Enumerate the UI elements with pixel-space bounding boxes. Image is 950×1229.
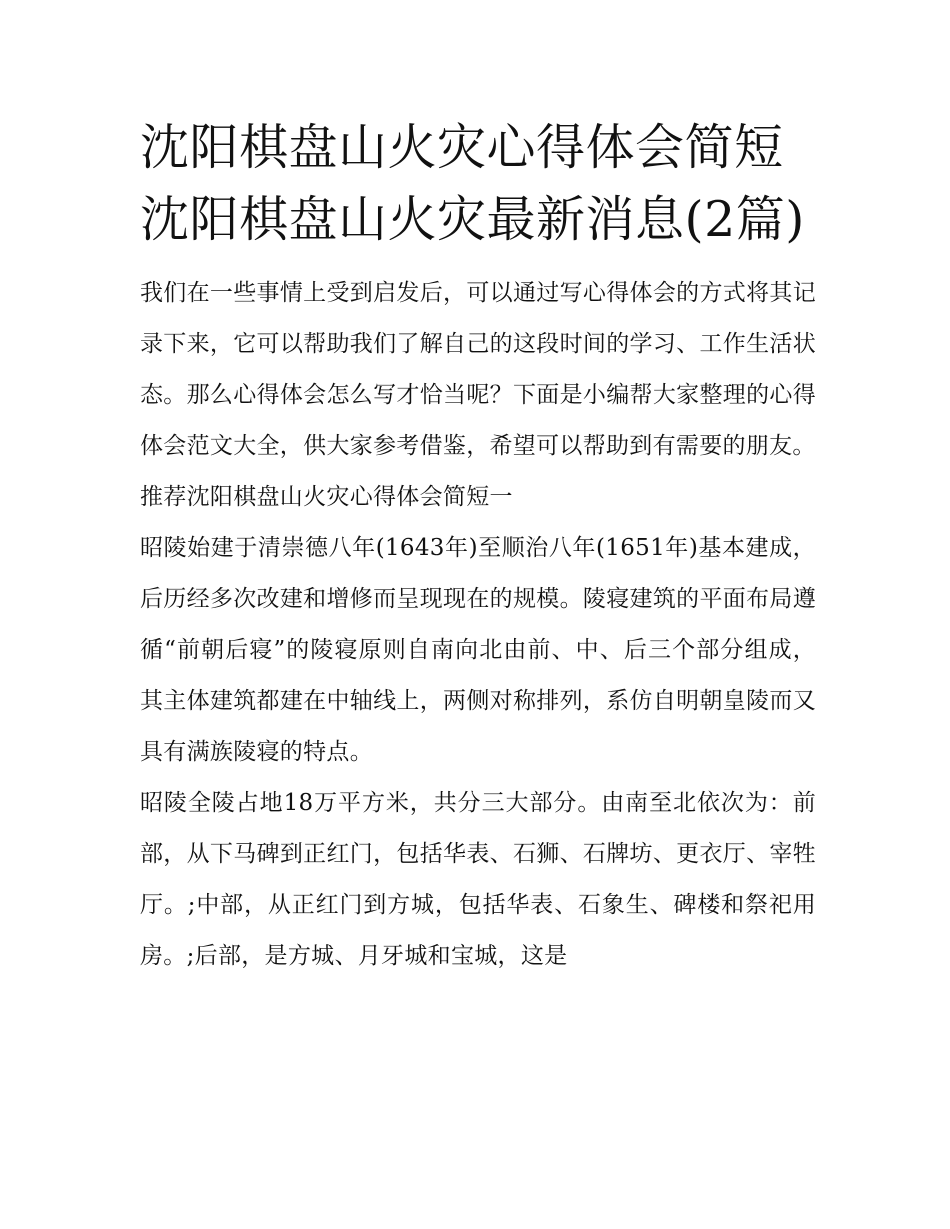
body-paragraph-history: 昭陵始建于清崇德八年(1643年)至顺治八年(1651年)基本建成，后历经多次改建和增修而呈现现在的规模。陵寝建筑的平面布局遵循“前朝后寝”的陵寝原则自南向北由前、中、后三个部分组成，其主体建筑都建在中轴线上，两侧对称排列，系仿自明朝皇陵而又具有满族陵寝的特点。 <box>140 535 816 765</box>
intro-paragraph: 我们在一些事情上受到启发后，可以通过写心得体会的方式将其记录下来，它可以帮助我们了解自己的这段时间的学习、工作生活状态。那么心得体会怎么写才恰当呢？下面是小编帮大家整理的心得体会范文大全，供大家参考借鉴，希望可以帮助到有需要的朋友。 <box>140 280 816 459</box>
document-title: 沈阳棋盘山火灾心得体会简短沈阳棋盘山火灾最新消息(2篇) <box>140 119 805 248</box>
section-heading: 推荐沈阳棋盘山火灾心得体会简短一 <box>140 484 513 510</box>
document-body <box>140 112 816 982</box>
body-paragraph-layout: 昭陵全陵占地18万平方米，共分三大部分。由南至北依次为：前部，从下马碑到正红门，包括华表、石狮、石牌坊、更衣厅、宰牲厅。;中部，从正红门到方城，包括华表、石象生、碑楼和祭祀用房。;后部，是方城、月牙城和宝城，这是 <box>140 790 816 969</box>
